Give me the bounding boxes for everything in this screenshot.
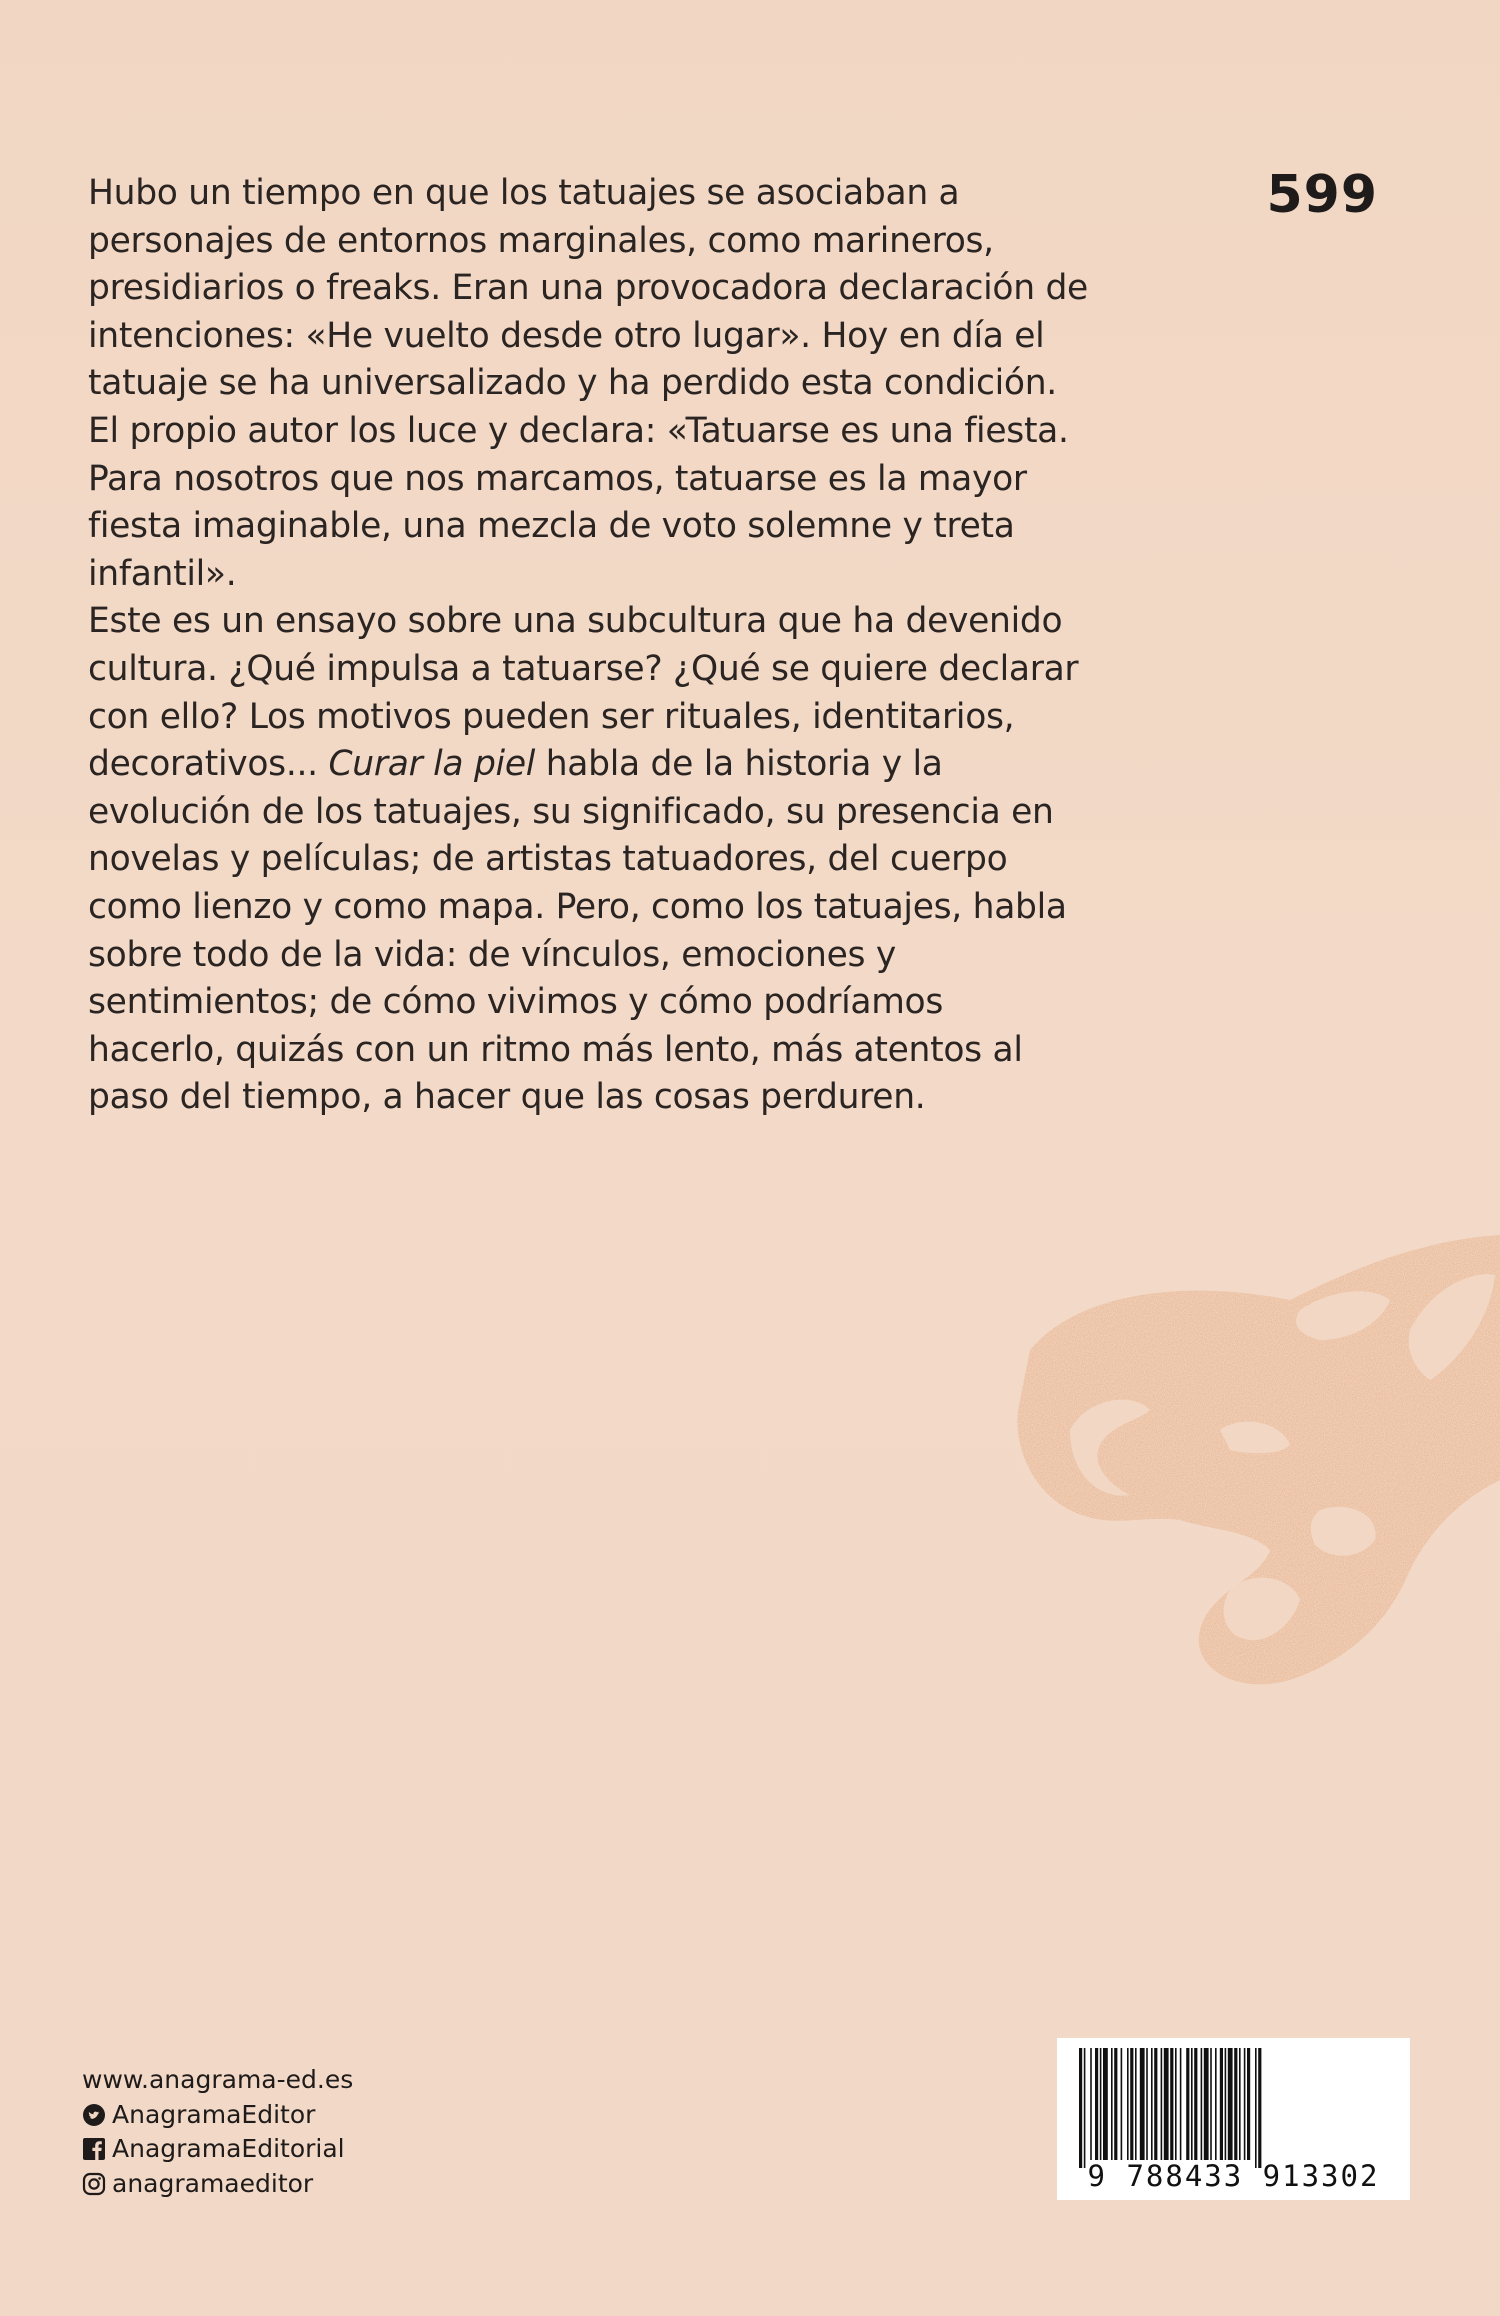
twitter-line <box>82 2098 353 2133</box>
blurb-paragraph-2-start: Este es un ensayo sobre una subcultura que ha devenido cultura. ¿Qué impulsa a tatuarse? ¿Qué se quiere declarar con ello? Los motivos pueden ser rituales, identitarios, decorativos... <box>88 601 1079 785</box>
blurb-paragraph-1: Hubo un tiempo en que los tatuajes se asociaban a personajes de entornos marginales, como marineros, presidiarios o freaks. Eran una provocadora declaración de intenciones: «He vuelto desde otro lugar». Hoy en día el tatuaje se ha universalizado y ha perdido esta condición. El propio autor los luce y declara: «Tatuarse es una fiesta. Para nosotros que nos marcamos, tatuarse es la mayor fiesta imaginable, una mezcla de voto solemne y treta infantil». <box>88 173 1088 594</box>
isbn-number: 9 788433 913302 <box>1087 2159 1380 2193</box>
blurb-paragraph-2 <box>88 598 1088 1122</box>
series-number: 599 <box>1266 165 1378 225</box>
publisher-contacts <box>82 2063 353 2201</box>
barcode <box>1057 2038 1410 2200</box>
book-title-italic: Curar la piel <box>328 744 536 785</box>
blurb-text <box>88 170 1088 1122</box>
instagram-line <box>82 2167 353 2202</box>
instagram-icon <box>82 2172 106 2196</box>
facebook-line <box>82 2132 353 2167</box>
tattoo-illustration <box>990 1230 1500 1710</box>
facebook-icon <box>82 2137 106 2161</box>
twitter-icon <box>82 2103 106 2127</box>
website-link[interactable]: www.anagrama-ed.es <box>82 2065 354 2094</box>
twitter-handle[interactable]: AnagramaEditor <box>112 2099 316 2129</box>
blurb-paragraph-2-end: habla de la historia y la evolución de los tatuajes, su significado, su presencia en novelas y películas; de artistas tatuadores, del cuerpo como lienzo y como mapa. Pero, como los tatuajes, habla sobre todo de la vida: de vínculos, emociones y sentimientos; de cómo vivimos y cómo podríamos hacerlo, quizás con un ritmo más lento, más atentos al paso del tiempo, a hacer que las cosas perduren. <box>88 744 1067 1118</box>
facebook-handle[interactable]: AnagramaEditorial <box>112 2134 345 2163</box>
instagram-handle[interactable]: anagramaeditor <box>112 2168 314 2198</box>
website-line <box>82 2063 353 2098</box>
